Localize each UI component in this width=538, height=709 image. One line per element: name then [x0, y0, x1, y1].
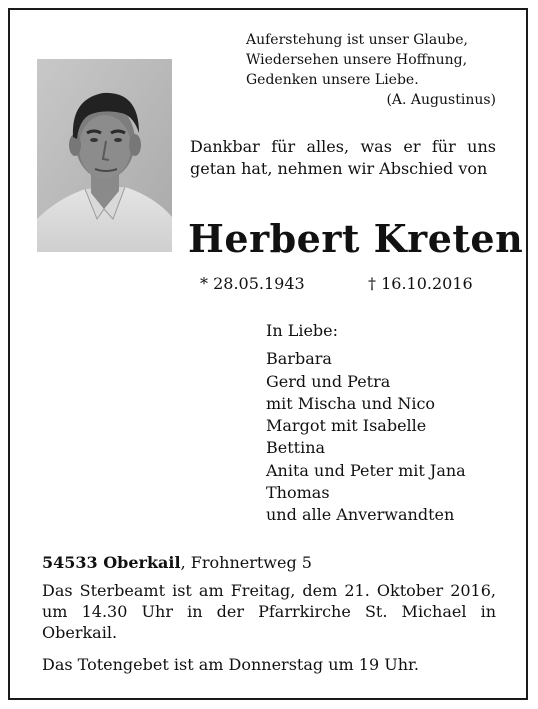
- mourner-entry: Bettina: [266, 438, 326, 458]
- requiem-notice: Das Sterbeamt ist am Freitag, dem 21. Oktober 2016, um 14.30 Uhr in der Pfarrkirche St. Michael in Oberkail.: [42, 581, 496, 642]
- mourners-heading: In Liebe:: [266, 321, 339, 340]
- mourner-entry: Anita und Peter mit Jana: [266, 460, 466, 480]
- prayer-notice: Das Totengebet ist am Donnerstag um 19 Uhr.: [42, 655, 419, 674]
- quote-line: Auferstehung ist unser Glaube,: [246, 32, 468, 48]
- quote-line: Gedenken unsere Liebe.: [246, 72, 419, 88]
- family-address: [42, 552, 502, 574]
- address-postal-city: 54533 Oberkail: [42, 553, 181, 572]
- mourners-list: [266, 320, 506, 527]
- farewell-intro: Dankbar für alles, was er für uns getan hat, nehmen wir Abschied von: [190, 137, 496, 178]
- mourner-entry: Margot mit Isabelle: [266, 416, 427, 436]
- quote-author: (A. Augustinus): [386, 92, 496, 108]
- mourner-entry: Barbara: [266, 349, 332, 369]
- mourner-entry: und alle Anverwandten: [266, 505, 455, 525]
- mourner-entry: Gerd und Petra: [266, 371, 391, 391]
- mourner-entry: mit Mischa und Nico: [266, 393, 436, 413]
- deceased-name: Herbert Kreten: [188, 216, 524, 261]
- memorial-quote: [246, 30, 496, 110]
- mourner-entry: Thomas: [266, 483, 330, 503]
- quote-line: Wiedersehen unsere Hoffnung,: [246, 52, 468, 68]
- birth-date: * 28.05.1943: [200, 274, 305, 293]
- death-date: † 16.10.2016: [368, 274, 473, 293]
- portrait-photo: [37, 59, 172, 252]
- address-street: , Frohnertweg 5: [180, 553, 312, 572]
